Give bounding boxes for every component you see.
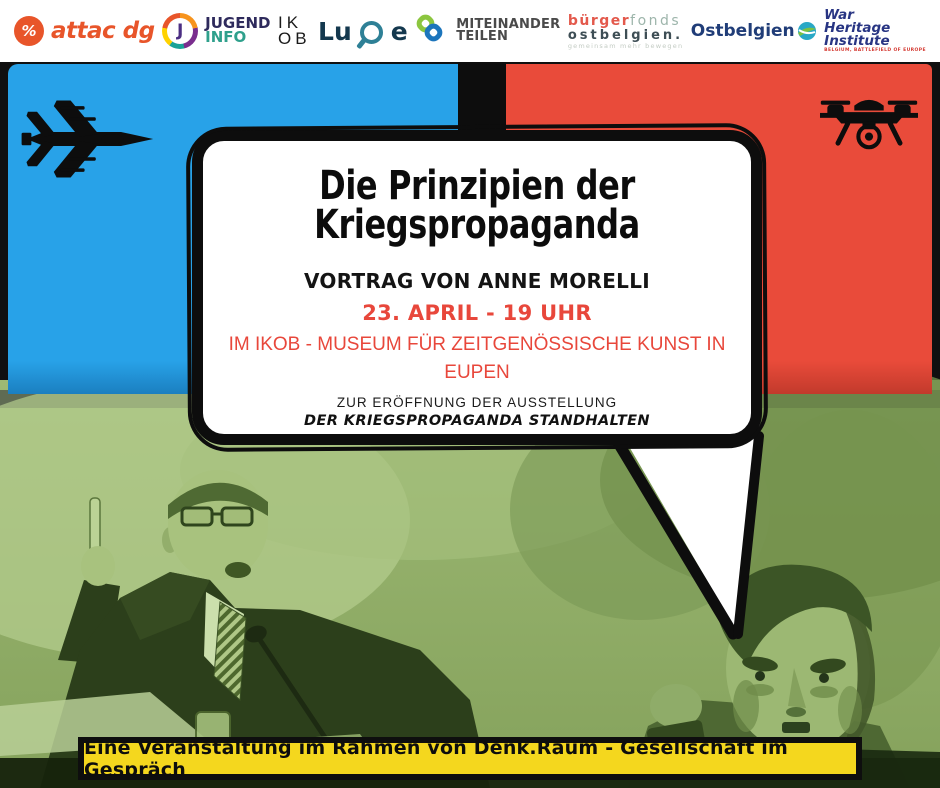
jugendinfo-ring-icon bbox=[162, 13, 198, 49]
buergerfonds-line2: ostbelgien. bbox=[567, 27, 684, 43]
occasion-line: ZUR ERÖFFNUNG DER AUSSTELLUNG bbox=[336, 395, 618, 411]
magnifier-icon bbox=[360, 21, 383, 44]
buergerfonds-part1: bürger bbox=[567, 12, 631, 29]
jugendinfo-label bbox=[205, 14, 271, 46]
fighter-jet-icon bbox=[16, 84, 156, 194]
logo-header-bar bbox=[0, 0, 940, 62]
ikob-logo bbox=[277, 12, 311, 48]
ostbelgien-label: Ostbelgien bbox=[690, 21, 795, 41]
attac-logo-icon: % bbox=[14, 16, 44, 46]
attac-logo bbox=[14, 16, 155, 46]
banner-text: Eine Veranstaltung im Rahmen von Denk.Raum - Gesellschaft im Gespräch bbox=[84, 736, 788, 781]
jugendinfo-line2: INFO bbox=[205, 28, 247, 46]
whi-tagline: BELGIUM, BATTLEFIELD OF EUROPE bbox=[824, 47, 926, 53]
date-line: 23. APRIL - 19 UHR bbox=[362, 301, 592, 326]
miteinander-line1: MITEINANDER bbox=[456, 16, 561, 32]
drone-icon bbox=[820, 86, 918, 166]
event-title: Die Prinzipien der Kriegspropaganda bbox=[314, 163, 640, 249]
buergerfonds-logo bbox=[568, 12, 683, 50]
jugendinfo-j: J bbox=[167, 18, 193, 44]
speech-bubble bbox=[192, 130, 762, 445]
jugendinfo-logo bbox=[162, 13, 270, 49]
whi-line2: Heritage bbox=[824, 19, 891, 36]
miteinander-label bbox=[456, 16, 561, 44]
attac-logo-label: attac dg bbox=[51, 18, 155, 44]
globe-swoosh-icon bbox=[797, 21, 817, 41]
interlocked-loops-icon bbox=[415, 15, 449, 47]
whi-line3: Institute bbox=[824, 32, 890, 49]
ikob-line2: OB bbox=[277, 29, 311, 48]
buergerfonds-tagline: gemeinsam mehr bewegen bbox=[567, 42, 684, 51]
miteinander-teilen-logo bbox=[415, 15, 560, 47]
ikob-line1: IK bbox=[277, 12, 303, 32]
whi-line1: War bbox=[824, 7, 854, 24]
miteinander-line2: TEILEN bbox=[456, 29, 509, 44]
buergerfonds-part2: fonds bbox=[630, 12, 682, 29]
jugendinfo-line1: JUGEND bbox=[205, 14, 271, 33]
war-heritage-institute-logo bbox=[824, 9, 926, 53]
ostbelgien-logo bbox=[691, 21, 817, 41]
lupe-text-lu: Lu bbox=[318, 16, 352, 46]
exhibition-title-line: DER KRIEGSPROPAGANDA STANDHALTEN bbox=[304, 413, 650, 430]
venue-line: IM IKOB - MUSEUM FÜR ZEITGENÖSSISCHE KUNST IN EUPEN bbox=[228, 334, 726, 383]
event-banner bbox=[78, 737, 862, 780]
speaker-line: VORTRAG VON ANNE MORELLI bbox=[303, 269, 651, 294]
lupe-logo bbox=[318, 17, 408, 46]
lupe-text-e: e bbox=[390, 16, 408, 46]
